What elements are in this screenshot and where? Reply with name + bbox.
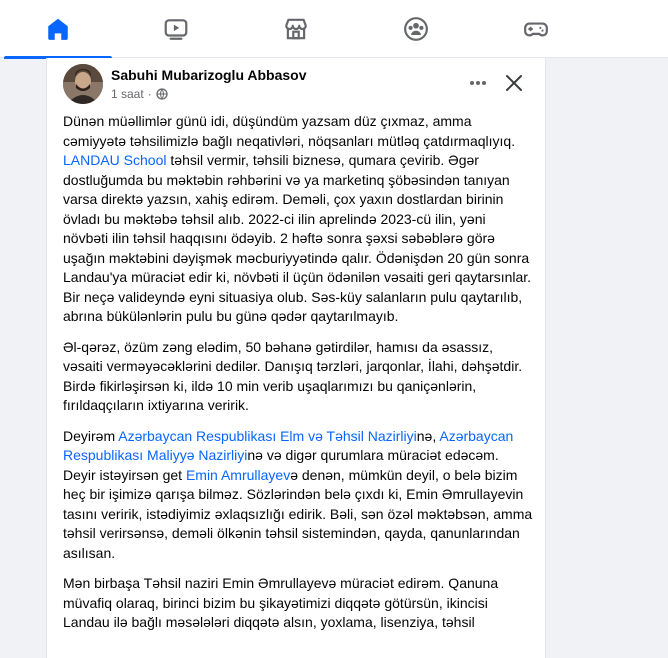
post-paragraph-2: Əl-qərəz, özüm zəng elədim, 50 bəhanə gətirdilər, hamısı da əsassız, vəsaiti verməyəcəklərini dedilər. Danışıq tərzləri, jarqonlar, İlahi, dəhşətdir. Birdə fikirləşirsən ki, ildə 10 min verib uşaqlarımızı bu qaniçənlərin, fırıldaqçıların ixtiyarına veririk.	[63, 338, 523, 413]
close-icon	[504, 73, 524, 93]
more-horizontal-icon	[468, 73, 488, 93]
ministry-finance-link[interactable]: Azərbaycan Respublikası Maliyyə Nazirliyi	[63, 427, 514, 463]
post-paragraph-3	[63, 427, 533, 564]
meta-separator: ·	[147, 87, 152, 101]
globe-icon[interactable]	[156, 88, 168, 100]
paragraph-text: nə,	[416, 427, 440, 444]
paragraph-text: Dünən müəllimlər günü idi, düşündüm yazsam düz çıxmaz, amma cəmiyyətə təhsilimizlə bağlı neqativləri, nöqsanları mütləq çatdırmaqlıyıq.	[63, 113, 516, 149]
groups-icon	[403, 16, 429, 42]
paragraph-text: ə denən, mümkün deyil, o belə bizim heç bir işimizə qarışa bilməz. Sözlərindən belə çıxdı ki, Emin Əmrullayevin tasını veririk, istədiyimiz əxlaqsızlığı edirik. Bəli, sən özəl məktəbsən, amma təhsil verirsənsə, deməli ölkənin təhsil sistemindən, qayda, qanunlarından asılısan.	[63, 466, 533, 561]
emin-amrullayev-link[interactable]: Emin Amrullayev	[185, 466, 291, 483]
paragraph-text: Deyirəm	[63, 427, 119, 444]
home-icon	[45, 16, 71, 42]
ministry-education-link[interactable]: Azərbaycan Respublikası Elm və Təhsil Nazirliyi	[118, 427, 417, 444]
avatar[interactable]	[63, 64, 103, 104]
post-paragraph-1	[63, 112, 533, 327]
landau-school-link[interactable]: LANDAU School	[63, 152, 167, 168]
post-paragraph-4: Mən birbaşa Təhsil naziri Emin Əmrullayevə müraciət edirəm. Qanuna müvafiq olaraq, birinci bizim bu şikayətimizi diqqətə götürsün, ikincisi Landau ilə bağlı məsələləri diqqətə alsın, yoxlama, lisenziya, təhsil	[63, 575, 499, 630]
close-button[interactable]	[499, 68, 529, 98]
tab-marketplace[interactable]	[238, 0, 354, 58]
more-options-button[interactable]	[463, 68, 493, 98]
top-navigation	[0, 0, 668, 58]
post-card	[46, 58, 546, 658]
marketplace-icon	[283, 16, 309, 42]
post-author[interactable]: Sabuhi Mubarizoglu Abbasov	[111, 67, 307, 83]
tab-groups[interactable]	[358, 0, 474, 58]
post-meta	[111, 87, 168, 101]
paragraph-text: təhsil vermir, təhsili biznesə, qumara çevirib. Əgər dostluğumda bu məktəbin rəhbərini və ya marketinq şöbəsindən tanıyan varsa direktə yazsın, xahiş edirəm. Deməli, çox yaxın dostlardan birinin övladı bu məktəbə təhsil alıb. 2022-ci ilin aprelində 2023-cü ilin, yəni növbəti ilin təhsil haqqısını ödəyib. 2 həftə sonra şəxsi səbəblərə görə uşağın məktəbini dəyişmək məcburiyyətində qalır. Ödənişdən 20 gün sonra Landau'ya müraciət edir ki, növbəti il üçün ödənilən vəsaiti geri qaytarsınlar. Bir neçə valideyndə eyni situasiya olub. Səs-küy salanların pulu qaytarılıb, abrına bükülənlərin pulu bu günə qədər qaytarılmayıb.	[63, 152, 532, 324]
gaming-icon	[523, 16, 549, 42]
profile-photo	[63, 64, 103, 104]
post-body	[63, 112, 533, 644]
tab-gaming[interactable]	[478, 0, 594, 58]
post-time[interactable]: 1 saat	[111, 87, 144, 101]
paragraph-text: nə və digər qurumlara müraciət edəcəm. Deyir istəyirsən get	[63, 447, 499, 483]
tab-home[interactable]	[0, 0, 116, 58]
tab-video[interactable]	[118, 0, 234, 58]
video-icon	[163, 16, 189, 42]
